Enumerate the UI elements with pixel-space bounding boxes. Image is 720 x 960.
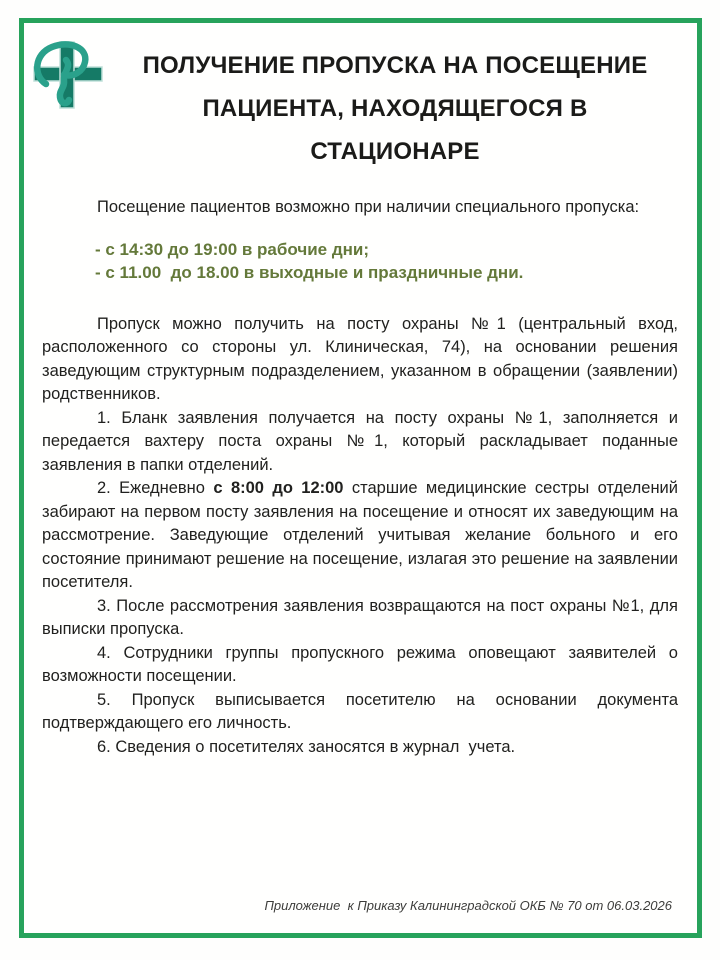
intro-paragraph: Посещение пациентов возможно при наличии специального пропуска: [97, 198, 640, 216]
list-item-2-prefix: 2. Ежедневно [97, 479, 214, 497]
list-item-4: 4. Сотрудники группы пропускного режима оповещают заявителей о возможности посещении. [42, 643, 678, 685]
list-item-3: 3. После рассмотрения заявления возвращаются на пост охраны №1, для выписки пропуска. [42, 596, 678, 638]
medical-cross-snake-icon [30, 36, 106, 118]
list-item-2-suffix: старшие медицинские сестры отделений забирают на первом посту заявления на посещение и относят их заведующим на рассмотрение. Заведующие отделений учитывая желание больного и его состояние принимают решение на посещение, излагая это решение на заявлении посетителя. [42, 479, 678, 591]
page-title-line-3: СТАЦИОНАРЕ [310, 138, 480, 165]
visiting-hours [95, 238, 678, 285]
list-item-5: 5. Пропуск выписывается посетителю на основании документа подтверждающего его личность. [42, 690, 678, 732]
footer-note: Приложение к Приказу Калининградской ОКБ № 70 от 06.03.2026 [264, 898, 672, 913]
page-title-line-1: ПОЛУЧЕНИЕ ПРОПУСКА НА ПОСЕЩЕНИЕ [142, 52, 648, 79]
list-item-1: 1. Бланк заявления получается на посту охраны №1, заполняется и передается вахтеру поста охраны №1, который раскладывает поданные заявления в папки отделений. [42, 408, 678, 474]
list-item-2-time-bold: с 8:00 до 12:00 [213, 479, 344, 497]
list-item-6: 6. Сведения о посетителях заносятся в журнал учета. [97, 737, 516, 756]
page-title [112, 44, 678, 173]
paragraph-pass-location: Пропуск можно получить на посту охраны №1 (центральный вход, расположенного со стороны ул. Клиническая, 74), на основании решения заведующим структурным подразделением, указанном в обращении (заявлении) родственников. [42, 314, 678, 403]
visiting-hours-weekends: - с 11.00 до 18.00 в выходные и праздничные дни. [95, 263, 524, 282]
document-body [24, 196, 697, 759]
visiting-hours-workdays: - с 14:30 до 19:00 в рабочие дни; [95, 239, 370, 259]
page-title-line-2: ПАЦИЕНТА, НАХОДЯЩЕГОСЯ В [202, 95, 588, 122]
list-item-2 [42, 477, 678, 595]
